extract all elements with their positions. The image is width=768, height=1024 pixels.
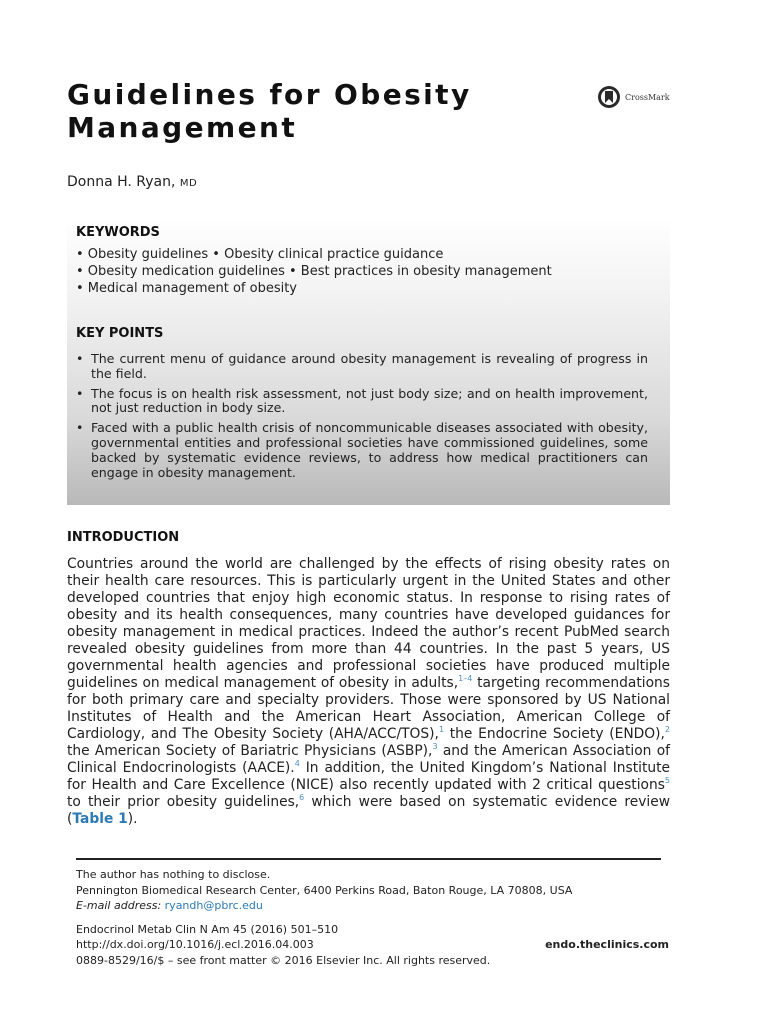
email-label: E-mail address: [76, 899, 162, 912]
copyright-line: 0889-8529/16/$ – see front matter © 2016 Elsevier Inc. All rights reserved. [76, 954, 491, 967]
footnote-divider [76, 858, 661, 860]
intro-text: ). [127, 811, 138, 827]
affiliation-note: Pennington Biomedical Research Center, 6400 Perkins Road, Baton Rouge, LA 70808, USA [76, 884, 573, 897]
email-link[interactable]: ryandh@pbrc.edu [164, 899, 263, 912]
table-1-link[interactable]: Table 1 [72, 811, 128, 827]
intro-text: which were based on systematic evidence review ( [67, 794, 670, 827]
doi-link[interactable]: http://dx.doi.org/10.1016/j.ecl.2016.04.003 [76, 938, 314, 951]
key-point-item: • The current menu of guidance around obesity management is revealing of progress in the field. [76, 352, 648, 382]
intro-text: Countries around the world are challenged by the effects of rising obesity rates on their health care resources. This is particularly urgent in the United States and other developed countries that enjoy high economic status. In response to rising rates of obesity and its health consequences, many countries have developed guidances for obesity management in medical practices. Indeed the author’s recent PubMed search revealed obesity guidelines from more than 44 countries. In the past 5 years, US governmental health agencies and professional societies have produced multiple guidelines on medical management of obesity in adults, [67, 556, 670, 691]
journal-citation: Endocrinol Metab Clin N Am 45 (2016) 501–510 [76, 923, 339, 936]
intro-text: the American Society of Bariatric Physicians (ASBP), [67, 743, 433, 759]
crossmark-icon [597, 85, 621, 109]
crossmark-badge[interactable] [597, 85, 670, 109]
article-title: Guidelines for Obesity Management [67, 78, 472, 144]
intro-text: the Endocrine Society (ENDO), [444, 726, 665, 742]
keyword-line: • Obesity guidelines • Obesity clinical practice guidance [76, 247, 444, 262]
crossmark-label: CrossMark [625, 92, 670, 102]
citation-ref[interactable]: 1–4 [458, 674, 473, 683]
key-point-item: • The focus is on health risk assessment, not just body size; and on health improvement, not just reduction in body size. [76, 387, 648, 417]
intro-text: and the American Association of Clinical Endocrinologists (AACE). [67, 743, 670, 776]
citation-ref[interactable]: 6 [299, 793, 305, 802]
keywords-keypoints-box [67, 217, 670, 505]
author-degree: MD [179, 178, 198, 189]
key-points-list [76, 352, 648, 485]
keywords-heading: KEYWORDS [76, 225, 160, 240]
citation-ref[interactable]: 3 [432, 742, 438, 751]
author-name: Donna H. Ryan, [67, 174, 176, 190]
intro-text: targeting recommendations for both primary care and specialty providers. Those were sponsored by US National Institutes of Health and the American Heart Association, American College of Cardiology, and The Obesity Society (AHA/ACC/TOS), [67, 675, 670, 742]
introduction-paragraph [67, 556, 670, 828]
author-line [67, 174, 197, 190]
intro-text: to their prior obesity guidelines, [67, 794, 300, 810]
introduction-heading: INTRODUCTION [67, 530, 180, 545]
journal-website[interactable]: endo.theclinics.com [545, 938, 669, 951]
email-line [76, 899, 263, 912]
citation-ref[interactable]: 4 [294, 759, 300, 768]
disclosure-note: The author has nothing to disclose. [76, 868, 271, 881]
keyword-line: • Medical management of obesity [76, 281, 297, 296]
key-point-item: • Faced with a public health crisis of noncommunicable diseases associated with obesity, governmental entities and professional societies have commissioned guidelines, some backed by systematic evidence reviews, to address how medical practitioners can engage in obesity management. [76, 421, 648, 480]
citation-ref[interactable]: 1 [438, 725, 445, 734]
intro-text: In addition, the United Kingdom’s National Institute for Health and Care Excellence (NICE) also recently updated with 2 critical questions [67, 760, 670, 793]
key-points-heading: KEY POINTS [76, 326, 164, 341]
citation-ref[interactable]: 5 [664, 776, 670, 785]
citation-ref[interactable]: 2 [664, 725, 670, 734]
keyword-line: • Obesity medication guidelines • Best practices in obesity management [76, 264, 552, 279]
